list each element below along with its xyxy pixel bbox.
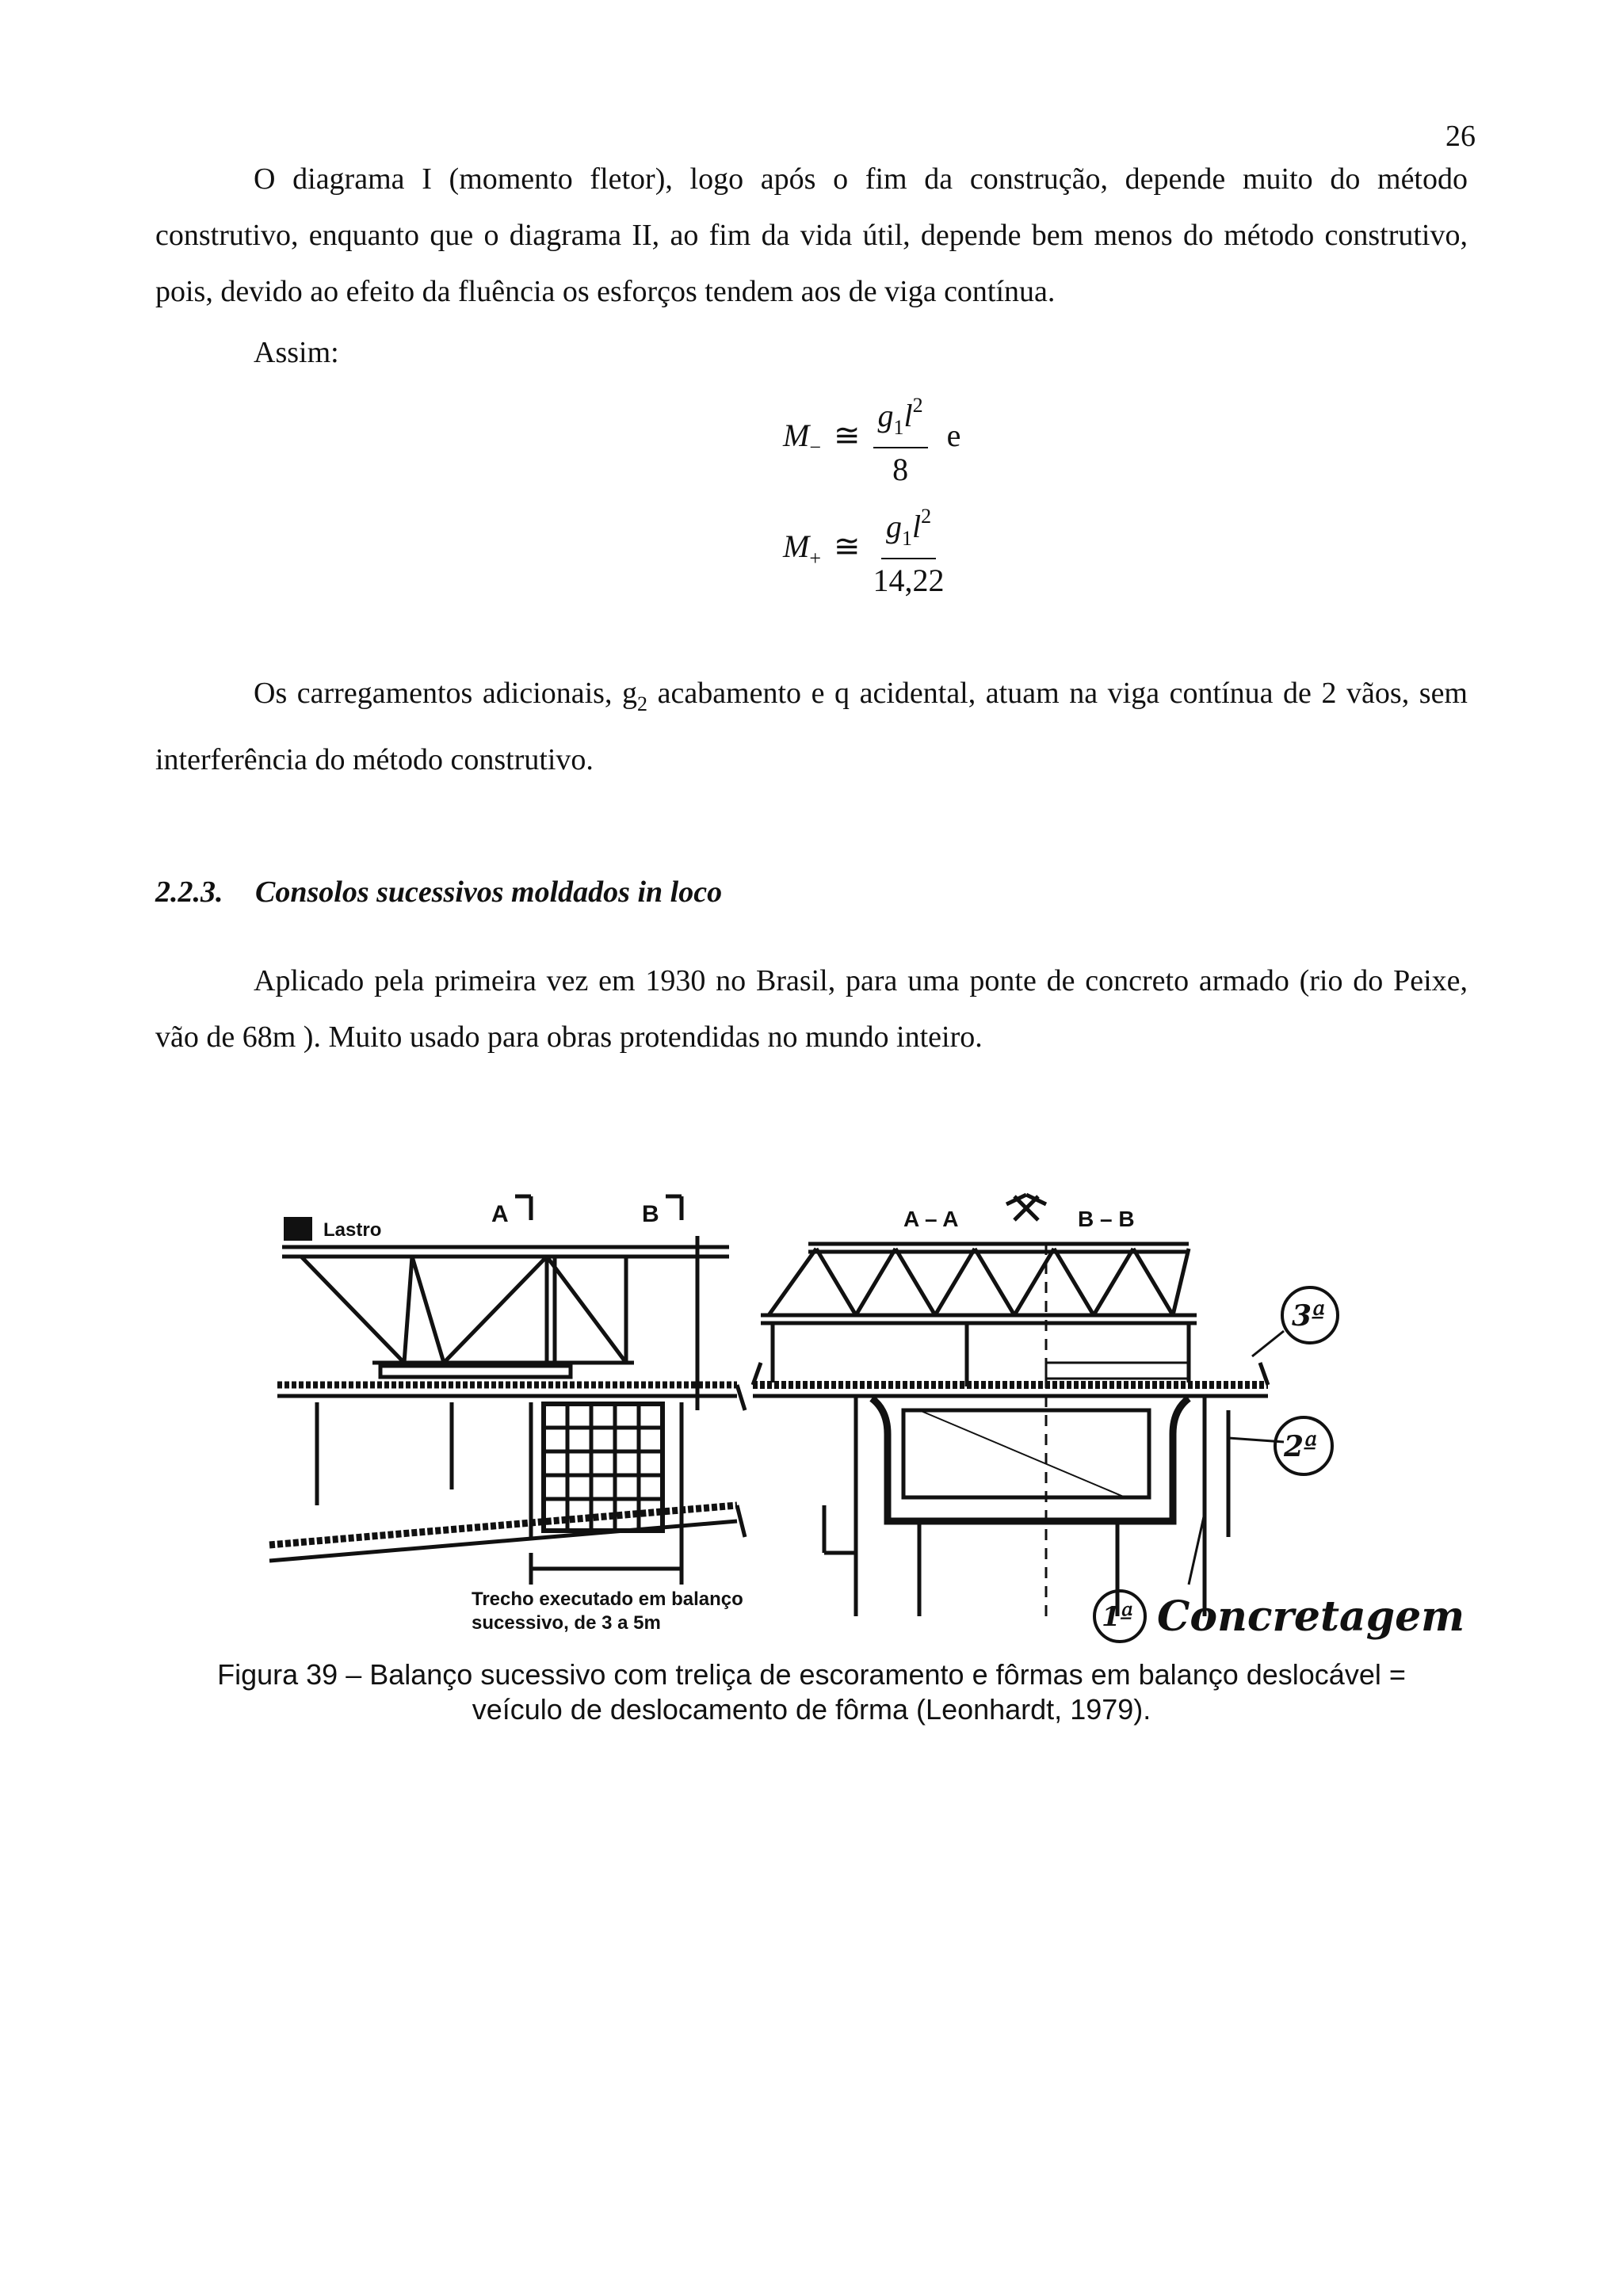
paragraph-assim: Assim:	[254, 336, 339, 369]
eq1-lhs: M	[783, 418, 810, 454]
handwritten-marks	[1094, 1287, 1338, 1642]
figure-caption	[155, 1657, 1468, 1727]
hand-concretagem: Concretagem	[1157, 1592, 1465, 1641]
eq1-lhs-sub: −	[809, 436, 821, 460]
eq2-num-g: g	[885, 509, 902, 544]
figure-39	[254, 1173, 1474, 1648]
hand-second: 2ª	[1284, 1430, 1318, 1463]
eq2-num-sub: 1	[901, 527, 912, 550]
eq2-lhs: M	[783, 528, 810, 565]
eq1-num-sup: 2	[912, 394, 923, 417]
eq1-num-sub: 1	[893, 416, 904, 439]
label-section-bb: B – B	[1078, 1207, 1135, 1231]
hand-third: 3ª	[1292, 1299, 1326, 1333]
paragraph-diagrams	[155, 151, 1468, 320]
paragraph-diagrams-text: O diagrama I (momento fletor), logo após o fim da construção, depende muito do método construtivo, enquanto que o diagrama II, ao fim da vida útil, depende bem menos do método construtivo, pois, devido ao efeito da fluência os esforços tendem aos de viga contínua.	[155, 162, 1468, 308]
eq2-fraction	[873, 499, 945, 601]
eq2-numerator	[881, 499, 936, 559]
label-section-b: B	[642, 1201, 659, 1227]
eq2-num-sup: 2	[921, 505, 932, 528]
eq1-suffix: e	[946, 418, 961, 454]
paragraph-history-text: Aplicado pela primeira vez em 1930 no Brasil, para uma ponte de concreto armado (rio do Peixe, vão de 68m ). Muito usado para obras protendidas no mundo inteiro.	[155, 964, 1468, 1054]
equation-negative-moment	[783, 388, 960, 490]
label-section-a: A	[491, 1201, 509, 1227]
paragraph-additional-loads	[155, 666, 1468, 788]
eq2-denominator: 14,22	[873, 563, 945, 598]
eq1-relation: ≅	[834, 418, 861, 454]
label-lastro: Lastro	[323, 1219, 382, 1241]
caption-line1: Figura 39 – Balanço sucessivo com treliça de escoramento e fôrmas em balanço deslocável =	[217, 1658, 1406, 1691]
label-trecho-line1: Trecho executado em balanço	[472, 1589, 743, 1610]
cross-section-view	[753, 1195, 1284, 1616]
caption-line2: veículo de deslocamento de fôrma (Leonhardt, 1979).	[472, 1693, 1151, 1726]
eq1-num-l: l	[903, 398, 913, 433]
page-number: 26	[1445, 120, 1476, 153]
figure-drawing	[254, 1173, 1474, 1648]
label-section-aa: A – A	[903, 1207, 959, 1231]
paragraph-loads-text-b: acabamento e q acidental, atuam na viga contínua de 2 vãos, sem interferência do método construtivo.	[155, 677, 1468, 776]
lastro-block	[284, 1217, 312, 1241]
eq2-num-l: l	[911, 509, 922, 544]
label-trecho-line2: sucessivo, de 3 a 5m	[472, 1612, 661, 1634]
eq1-fraction	[873, 388, 928, 490]
equation-positive-moment	[783, 499, 945, 601]
bearing-plate	[380, 1366, 571, 1377]
paragraph-loads-text-a: Os carregamentos adicionais, g	[254, 677, 638, 710]
eq2-relation: ≅	[834, 528, 861, 565]
eq1-num-g: g	[877, 398, 894, 433]
eq2-lhs-sub: +	[809, 547, 821, 570]
side-view-truss	[269, 1196, 745, 1585]
section-number: 2.2.3.	[155, 875, 223, 909]
eq1-numerator	[873, 388, 928, 448]
section-title: Consolos sucessivos moldados in loco	[255, 875, 723, 909]
paragraph-loads-subscript: 2	[637, 692, 648, 715]
paragraph-history	[155, 953, 1468, 1066]
eq1-denominator: 8	[892, 452, 909, 487]
section-heading	[155, 875, 722, 910]
hand-first: 1ª	[1102, 1601, 1134, 1633]
